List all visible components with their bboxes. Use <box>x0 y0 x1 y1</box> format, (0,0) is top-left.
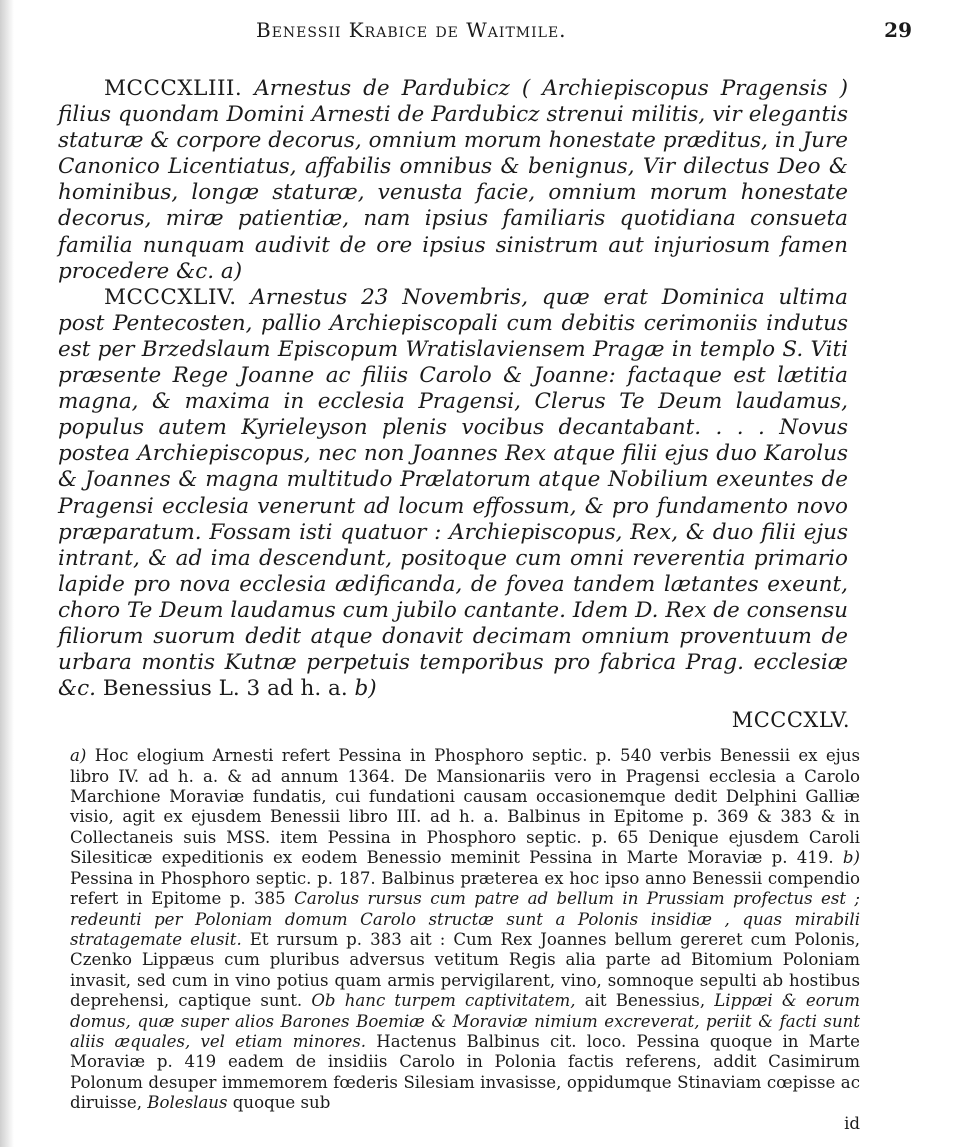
footnote-b-quote-3: Lippæi & eorum domus, quæ super alios Barones Boemiæ & Moraviæ nimium excreverat, periit & facti sunt aliis æquales, vel etiam minores. <box>70 991 860 1051</box>
footnote-a-text: Hoc elogium Arnesti refert Pessina in Phosphoro septic. p. 540 verbis Benessii ex ejus libro IV. ad h. a. & ad annum 1364. De Mansionariis vero in Pragensi ecclesia a Carolo Marchione Moraviæ fundatis, cui fundationi causam occasionemque dedit Delphini Galliæ visio, agit ex ejusdem Benessii libro III. ad h. a. Balbinus in Epitome p. 369 & 383 & in Collectaneis suis MSS. item Pessina in Phosphoro septic. p. 65 Denique ejusdem Caroli Silesiticæ expeditionis ex eodem Benessio meminit Pessina in Marte Moraviæ p. 419. <box>70 746 860 868</box>
footnote-b-quote-4: Boleslaus <box>147 1093 228 1113</box>
source-citation: Benessius L. 3 ad h. a. <box>102 676 348 702</box>
footnotes <box>50 746 860 1113</box>
footnote-b-text-2: Et rursum p. 383 ait : Cum Rex Joannes bellum gereret cum Polonis, Czenko Lippæus cum pluribus adversus vetitum Regis alia parte ad Bitomium Poloniam invasit, sed cum in vino potius quam armis pervigilarent, vino, somnoque sepulti ab hostibus deprehensi, captique sunt. <box>70 929 860 1011</box>
footnote-b-text-4: Hactenus Balbinus cit. loco. Pessina quoque in Marte Moraviæ p. 419 eadem de insidiis Carolo in Polonia factis referens, addit Casimirum Polonum desuper immemorem fœderis Silesiam invasisse, oppidumque Stinaviam cœpisse ac diruisse, <box>70 1031 860 1113</box>
footnote-b-text-3: ait Benessius, <box>584 991 706 1011</box>
footnote-mark-b: b) <box>842 848 860 868</box>
footnote-b-quote-1: Carolus rursus cum patre ad bellum in Prussiam profectus est ; redeunti per Poloniam domum Carolo structæ sunt a Polonis insidiæ , quas mirabili stratagemate elusit. <box>70 889 861 949</box>
footnote-b-quote-2: Ob hanc turpem captivitatem, <box>311 991 576 1011</box>
main-text <box>50 76 848 702</box>
entry-1344-text: Arnestus 23 Novembris, quæ erat Dominica ultima post Pentecosten, pallio Archiepiscopali cum debitis cerimoniis indutus est per Brzedslaum Episcopum Wratislaviensem Pragæ in templo S. Viti præsente Rege Joanne ac filiis Carolo & Joanne: factaque est lætitia magna, & maxima in ecclesia Pragensi, Clerus Te Deum laudamus, populus autem Kyrieleyson plenis vocibus decantabant. . . . Novus postea Archiepiscopus, nec non Joannes Rex atque filii ejus duo Karolus & Joannes & magna multitudo Prælatorum atque Nobilium exeuntes de Pragensi ecclesia venerunt ad locum effossum, & pro fundamento novo præparatum. Fossam isti quatuor : Archiepiscopus, Rex, & duo filii ejus intrant, & ad ima descendunt, positoque cum omni reverentia primario lapide pro nova ecclesia ædificanda, de fovea tandem lætantes exeunt, choro Te Deum laudamus cum jubilo cantante. Idem D. Rex de consensu filiorum suorum dedit atque donavit decimam omnium proventuum de urbara montis Kutnæ perpetuis temporibus pro fabrica Prag. ecclesiæ &c. <box>58 284 848 702</box>
page-header <box>50 18 920 52</box>
footnote-catchword: id <box>844 1113 860 1133</box>
gutter-shadow <box>0 0 14 1147</box>
footnote-ref-b: b) <box>354 676 377 702</box>
year-heading-1344: MCCCXLIV. <box>104 284 237 310</box>
footnote-b-text-1: Pessina in Phosphoro septic. p. 187. Balbinus præterea ex hoc ipso anno Benessii compendio refert in Epitome p. 385 <box>70 868 860 909</box>
page-number: 29 <box>884 18 912 42</box>
entry-1343-text: Arnestus de Pardubicz ( Archiepiscopus Pragensis ) filius quondam Domini Arnesti de Pardubicz strenui militis, vir elegantis staturæ & corpore decorus, omnium morum honestate præditus, in Jure Canonico Licentiatus, affabilis omnibus & benignus, Vir dilectus Deo & hominibus, longæ staturæ, venusta facie, omnium morum honestate decorus, miræ patientiæ, nam ipsius familiaris quotidiana consueta familia nunquam audivit de ore ipsius sinistrum aut injuriosum famen procedere &c. a) <box>58 76 848 284</box>
running-title: Benessii Krabice de Waitmile. <box>256 18 567 42</box>
year-heading-1343: MCCCXLIII. <box>104 76 243 101</box>
main-catchword: MCCCXLV. <box>731 708 850 733</box>
footnote-mark-a: a) <box>70 746 87 766</box>
footnote-b-text-5: quoque sub <box>232 1093 331 1113</box>
